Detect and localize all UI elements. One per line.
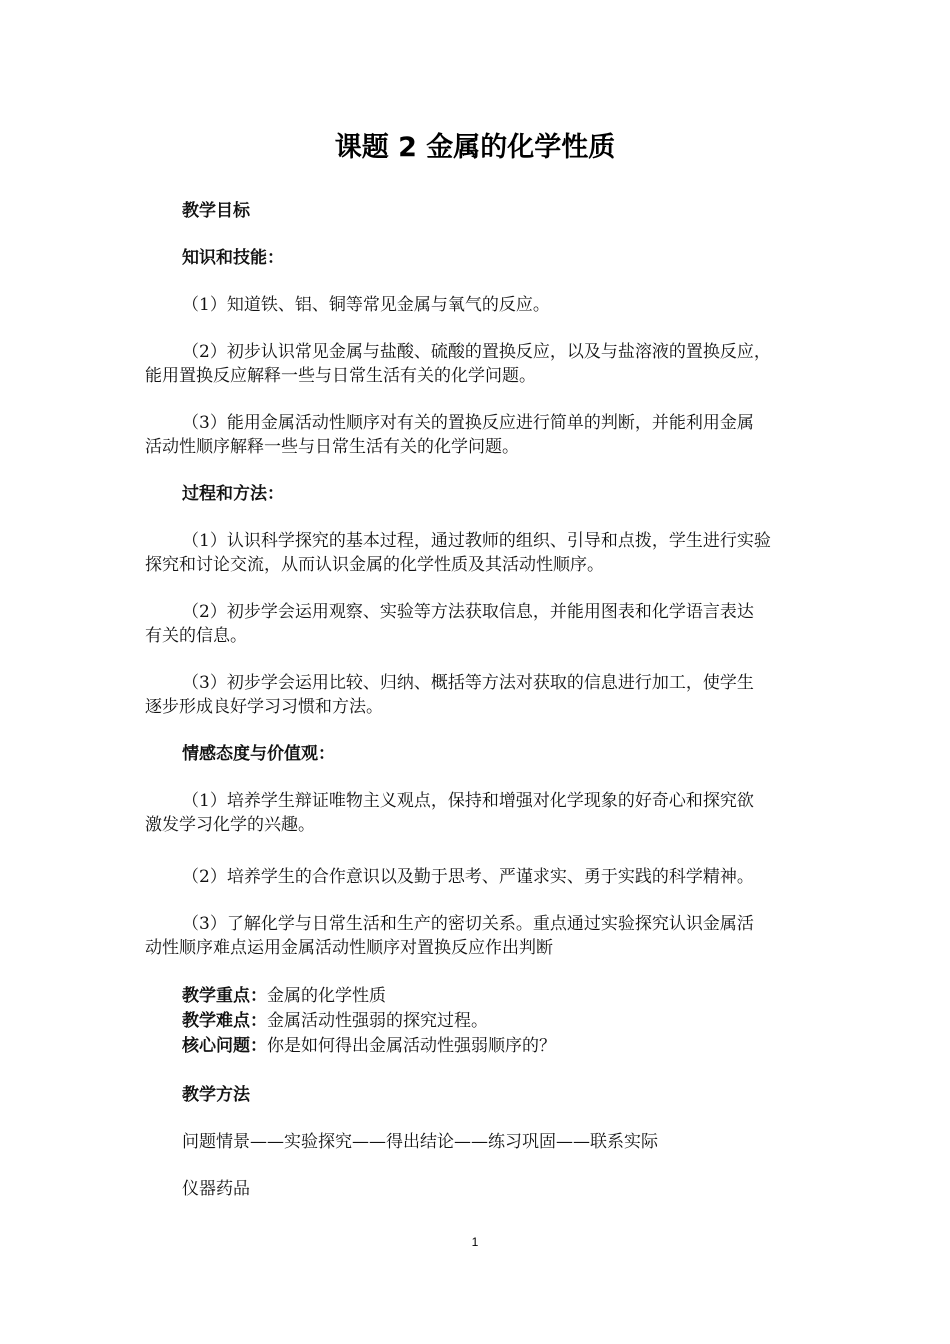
core-question-text: 你是如何得出金属活动性强弱顺序的？ [267, 1036, 556, 1056]
method-heading: 教学方法 [182, 1085, 250, 1105]
emotion-item-1-line-1: （1）培养学生辩证唯物主义观点，保持和增强对化学现象的好奇心和探究欲 [182, 791, 754, 811]
page-number: 1 [471, 1235, 479, 1249]
knowledge-item-2-line-1: （2）初步认识常见金属与盐酸、硫酸的置换反应，以及与盐溶液的置换反应， [182, 342, 771, 362]
key-point-label: 教学重点： [182, 986, 267, 1006]
difficulty-label: 教学难点： [182, 1011, 267, 1031]
process-heading: 过程和方法： [182, 484, 284, 504]
key-point-row [182, 984, 386, 1008]
knowledge-heading: 知识和技能： [182, 248, 284, 268]
knowledge-item-1-line-1: （1）知道铁、铝、铜等常见金属与氧气的反应。 [182, 295, 550, 315]
core-question-label: 核心问题： [182, 1036, 267, 1056]
emotion-item-1-line-2: 激发学习化学的兴趣。 [145, 815, 315, 835]
equipment-heading: 仪器药品 [182, 1179, 250, 1199]
method-text: 问题情景——实验探究——得出结论——练习巩固——联系实际 [182, 1132, 658, 1152]
process-item-1-line-1: （1）认识科学探究的基本过程，通过教师的组织、引导和点拨，学生进行实验 [182, 531, 771, 551]
process-item-2-line-1: （2）初步学会运用观察、实验等方法获取信息，并能用图表和化学语言表达 [182, 602, 754, 622]
emotion-item-3-line-2: 动性顺序难点运用金属活动性顺序对置换反应作出判断 [145, 938, 553, 958]
page-title: 课题 2 金属的化学性质 [334, 132, 616, 163]
knowledge-item-2-line-2: 能用置换反应解释一些与日常生活有关的化学问题。 [145, 366, 536, 386]
process-item-1-line-2: 探究和讨论交流，从而认识金属的化学性质及其活动性顺序。 [145, 555, 604, 575]
knowledge-item-3-line-2: 活动性顺序解释一些与日常生活有关的化学问题。 [145, 437, 519, 457]
process-item-3-line-1: （3）初步学会运用比较、归纳、概括等方法对获取的信息进行加工，使学生 [182, 673, 754, 693]
process-item-3-line-2: 逐步形成良好学习习惯和方法。 [145, 697, 383, 717]
key-point-text: 金属的化学性质 [267, 986, 386, 1006]
emotion-item-2-line-1: （2）培养学生的合作意识以及勤于思考、严谨求实、勇于实践的科学精神。 [182, 867, 754, 887]
difficulty-row [182, 1009, 488, 1033]
emotion-heading: 情感态度与价值观： [182, 744, 335, 764]
process-item-2-line-2: 有关的信息。 [145, 626, 247, 646]
core-question-row [182, 1034, 556, 1058]
difficulty-text: 金属活动性强弱的探究过程。 [267, 1011, 488, 1031]
knowledge-item-3-line-1: （3）能用金属活动性顺序对有关的置换反应进行简单的判断，并能利用金属 [182, 413, 754, 433]
emotion-item-3-line-1: （3）了解化学与日常生活和生产的密切关系。重点通过实验探究认识金属活 [182, 914, 754, 934]
teaching-goals-heading: 教学目标 [182, 201, 250, 221]
